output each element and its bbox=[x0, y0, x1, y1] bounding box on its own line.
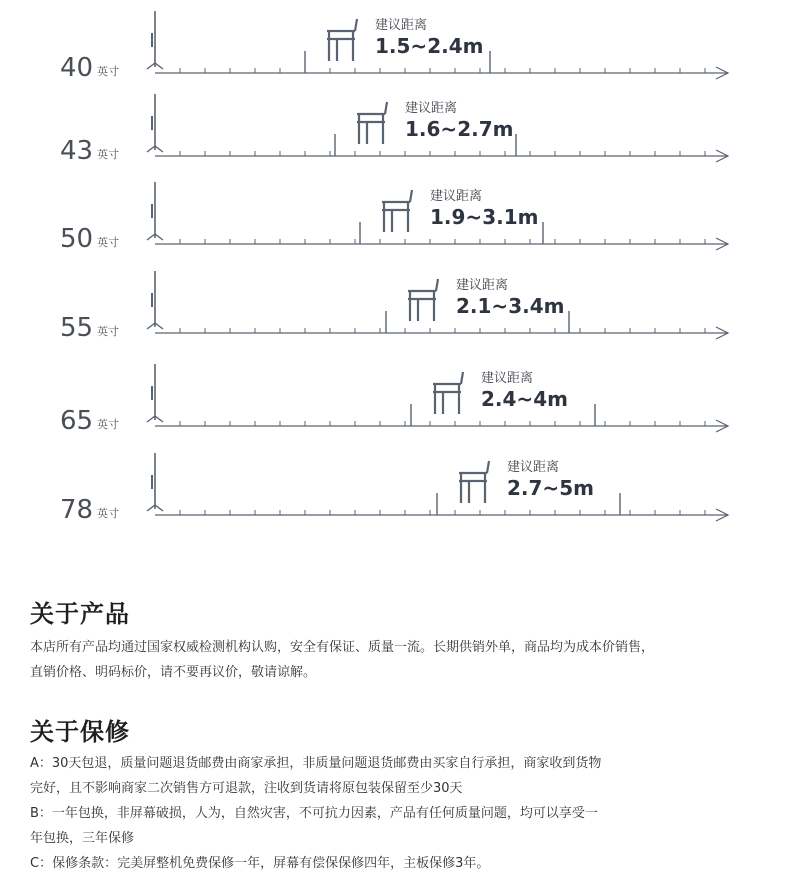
warranty-line-a2: 完好，且不影响商家二次销售方可退款，注收到货请将原包装保留至少30天 bbox=[30, 781, 463, 796]
chair-icon bbox=[327, 19, 357, 61]
about-product-section bbox=[30, 594, 770, 685]
chair-icon bbox=[357, 102, 387, 144]
size-number: 50 bbox=[60, 224, 94, 254]
chair-icon bbox=[382, 190, 412, 232]
warranty-line-a1: A：30天包退，质量问题退货邮费由商家承担，非质量问题退货邮费由买家自行承担，商家收到货物 bbox=[30, 756, 602, 771]
about-product-title: 关于产品 bbox=[30, 600, 130, 628]
size-unit: 英寸 bbox=[97, 148, 119, 161]
recommended-range: 1.9~3.1m bbox=[430, 205, 539, 229]
recommended-label: 建议距离 bbox=[507, 460, 560, 475]
recommended-range: 1.5~2.4m bbox=[375, 34, 484, 58]
recommended-range: 1.6~2.7m bbox=[405, 117, 514, 141]
size-unit: 英寸 bbox=[97, 325, 119, 338]
recommended-range: 2.4~4m bbox=[481, 387, 568, 411]
size-unit: 英寸 bbox=[97, 65, 119, 78]
warranty-line-c: C：保修条款：完美屏整机免费保修一年，屏幕有偿保保修四年，主板保修3年。 bbox=[30, 856, 490, 871]
size-number: 65 bbox=[60, 406, 94, 436]
recommended-range: 2.1~3.4m bbox=[456, 294, 565, 318]
size-number: 78 bbox=[60, 495, 94, 525]
about-product-line: 直销价格、明码标价，请不要再议价，敬请谅解。 bbox=[30, 665, 317, 680]
size-number: 40 bbox=[60, 53, 94, 83]
size-number: 55 bbox=[60, 313, 94, 343]
chair-icon bbox=[433, 372, 463, 414]
recommended-label: 建议距离 bbox=[481, 371, 534, 386]
warranty-line-b1: B：一年包换，非屏幕破损，人为，自然灾害，不可抗力因素，产品有任何质量问题，均可以享受一 bbox=[30, 806, 598, 821]
recommended-label: 建议距离 bbox=[456, 278, 509, 293]
about-product-line: 本店所有产品均通过国家权威检测机构认购，安全有保证、质量一流。长期供销外单，商品均为成本价销售， bbox=[30, 640, 655, 655]
about-warranty-section bbox=[30, 712, 770, 876]
size-number: 43 bbox=[60, 136, 94, 166]
recommended-label: 建议距离 bbox=[430, 189, 483, 204]
size-unit: 英寸 bbox=[97, 507, 119, 520]
recommended-label: 建议距离 bbox=[375, 18, 428, 33]
warranty-line-b2: 年包换，三年保修 bbox=[30, 831, 135, 846]
size-unit: 英寸 bbox=[97, 236, 119, 249]
recommended-range: 2.7~5m bbox=[507, 476, 594, 500]
about-warranty-title: 关于保修 bbox=[30, 718, 130, 746]
chair-icon bbox=[459, 461, 489, 503]
chair-icon bbox=[408, 279, 438, 321]
size-unit: 英寸 bbox=[97, 418, 119, 431]
recommended-label: 建议距离 bbox=[405, 101, 458, 116]
